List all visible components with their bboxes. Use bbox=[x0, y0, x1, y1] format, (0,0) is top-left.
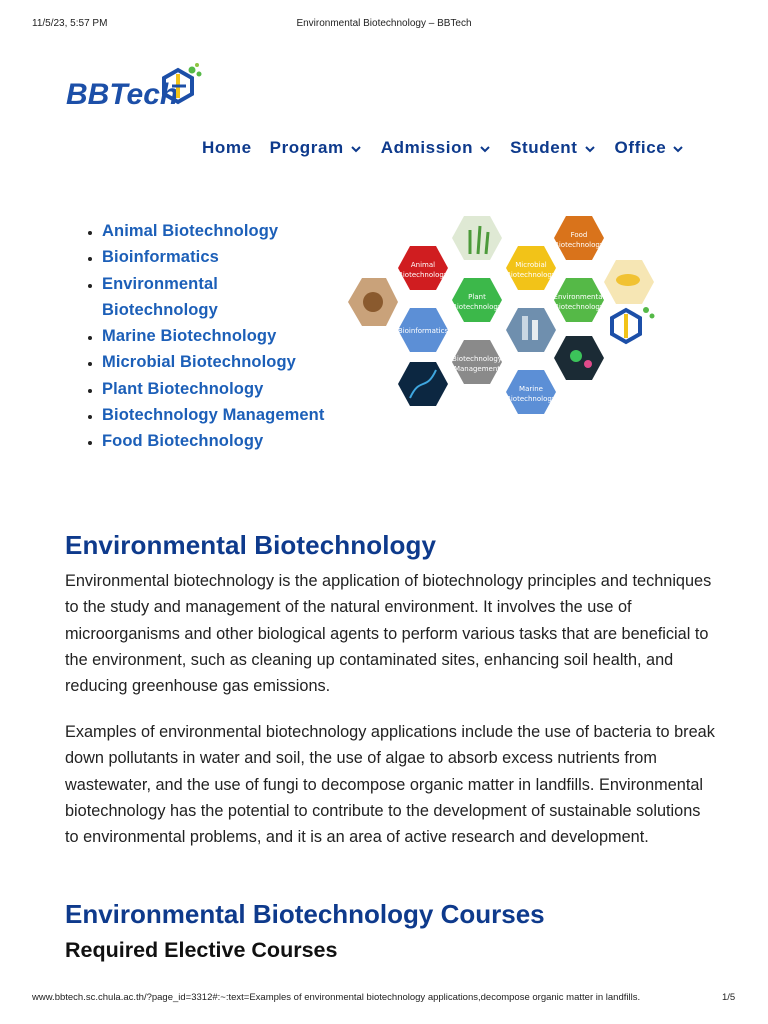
list-item bbox=[102, 271, 332, 324]
hex-environmental-label: Biotechnology bbox=[554, 303, 604, 311]
nav-admission-label: Admission bbox=[380, 138, 474, 157]
hex-plant-label: Plant bbox=[468, 293, 486, 301]
chevron-down-icon bbox=[478, 141, 492, 155]
hex-microbial bbox=[506, 246, 556, 290]
hex-bioinformatics bbox=[398, 308, 449, 352]
chevron-down-icon bbox=[671, 141, 685, 155]
hex-animal bbox=[398, 246, 448, 290]
photo-hex-dna bbox=[398, 362, 448, 406]
print-page-title: Environmental Biotechnology – BBTech bbox=[296, 18, 472, 29]
program-link-animal[interactable]: Animal Biotechnology bbox=[102, 222, 279, 240]
photo-hex-capsules bbox=[604, 260, 654, 304]
list-item bbox=[102, 244, 332, 270]
hex-bioinformatics-label: Bioinformatics bbox=[397, 327, 449, 335]
list-item bbox=[102, 323, 332, 349]
photo-hex-city bbox=[506, 308, 556, 352]
hex-environmental bbox=[554, 278, 605, 322]
page-title: Environmental Biotechnology bbox=[65, 530, 437, 560]
chevron-down-icon bbox=[349, 141, 363, 155]
bbtech-logo[interactable] bbox=[66, 60, 206, 110]
print-url: www.bbtech.sc.chula.ac.th/?page_id=3312#:~:text=Examples of environmental biotechnology applications,decompose organic matter in landfills. bbox=[32, 992, 641, 1003]
courses-heading: Environmental Biotechnology Courses bbox=[65, 899, 545, 929]
nav-home-label: Home bbox=[202, 138, 252, 157]
list-item bbox=[102, 218, 332, 244]
nav-admission[interactable] bbox=[381, 138, 492, 158]
print-page-number: 1/5 bbox=[722, 992, 736, 1003]
program-link-plant[interactable]: Plant Biotechnology bbox=[102, 379, 264, 398]
list-item bbox=[102, 376, 332, 402]
hex-food-label: Biotechnology bbox=[554, 241, 604, 249]
intro-paragraph: Environmental biotechnology is the application of biotechnology principles and techniques to the study and management of the natural environment. It involves the use of microorganisms and other biological agents to perform various tasks that are beneficial to the environment, such as cleaning up contaminated sites, enhancing soil health, and reducing greenhouse gas emissions. bbox=[65, 572, 712, 696]
hex-marine-label: Marine bbox=[519, 385, 543, 393]
print-datetime: 11/5/23, 5:57 PM bbox=[32, 18, 108, 29]
nav-office-label: Office bbox=[614, 138, 667, 157]
hex-marine-label: Biotechnology bbox=[506, 395, 556, 403]
program-link-food[interactable]: Food Biotechnology bbox=[102, 432, 264, 451]
list-item bbox=[102, 428, 332, 454]
nav-office[interactable] bbox=[615, 138, 686, 158]
hex-microbial-label: Biotechnology bbox=[506, 271, 556, 279]
nav-student-label: Student bbox=[510, 138, 578, 157]
hex-microbial-label: Microbial bbox=[515, 261, 547, 269]
list-item bbox=[102, 402, 332, 428]
hex-management-label: Management bbox=[453, 365, 501, 373]
list-item bbox=[102, 349, 332, 375]
required-electives-heading: Required Elective Courses bbox=[65, 938, 338, 962]
program-hexagon-graphic bbox=[340, 206, 680, 428]
photo-hex-frog bbox=[348, 278, 398, 326]
hex-plant bbox=[452, 278, 502, 322]
hex-animal-label: Animal bbox=[410, 261, 436, 269]
examples-paragraph: Examples of environmental biotechnology applications include the use of bacteria to break down pollutants in water and soil, the use of algae to absorb excess nutrients from wastewater, and the use of fungi to decompose organic matter in landfills. Environmental biotechnology has the potential to contribute to the development of sustainable solutions to environmental problems, and it is an area of active research and development. bbox=[65, 723, 715, 847]
program-link-bioinformatics[interactable]: Bioinformatics bbox=[102, 248, 219, 267]
hex-management bbox=[452, 340, 502, 384]
hex-food bbox=[554, 216, 604, 260]
logo-emblem-icon bbox=[612, 307, 655, 342]
hex-animal-label: Biotechnology bbox=[398, 271, 448, 279]
program-list bbox=[82, 218, 332, 455]
nav-home[interactable] bbox=[202, 138, 252, 158]
chevron-down-icon bbox=[583, 141, 597, 155]
nav-student[interactable] bbox=[510, 138, 596, 158]
program-link-management[interactable]: Biotechnology Management bbox=[102, 406, 325, 425]
hex-environmental-label: Environmental bbox=[553, 293, 605, 301]
hex-food-label: Food bbox=[570, 231, 588, 239]
hex-plant-label: Biotechnology bbox=[452, 303, 502, 311]
photo-hex-cells bbox=[554, 336, 604, 380]
main-navigation bbox=[202, 138, 703, 158]
hex-marine bbox=[506, 370, 556, 414]
print-header bbox=[0, 0, 768, 30]
program-link-microbial[interactable]: Microbial Biotechnology bbox=[102, 353, 296, 372]
hex-management-label: Biotechnology bbox=[452, 355, 502, 363]
program-link-marine[interactable]: Marine Biotechnology bbox=[102, 327, 277, 346]
program-link-environmental[interactable]: Environmental Biotechnology bbox=[102, 274, 218, 319]
nav-program-label: Program bbox=[269, 138, 344, 157]
logo-text: BBTech bbox=[66, 78, 179, 110]
photo-hex-sprouts bbox=[452, 216, 502, 260]
nav-program[interactable] bbox=[270, 138, 363, 158]
